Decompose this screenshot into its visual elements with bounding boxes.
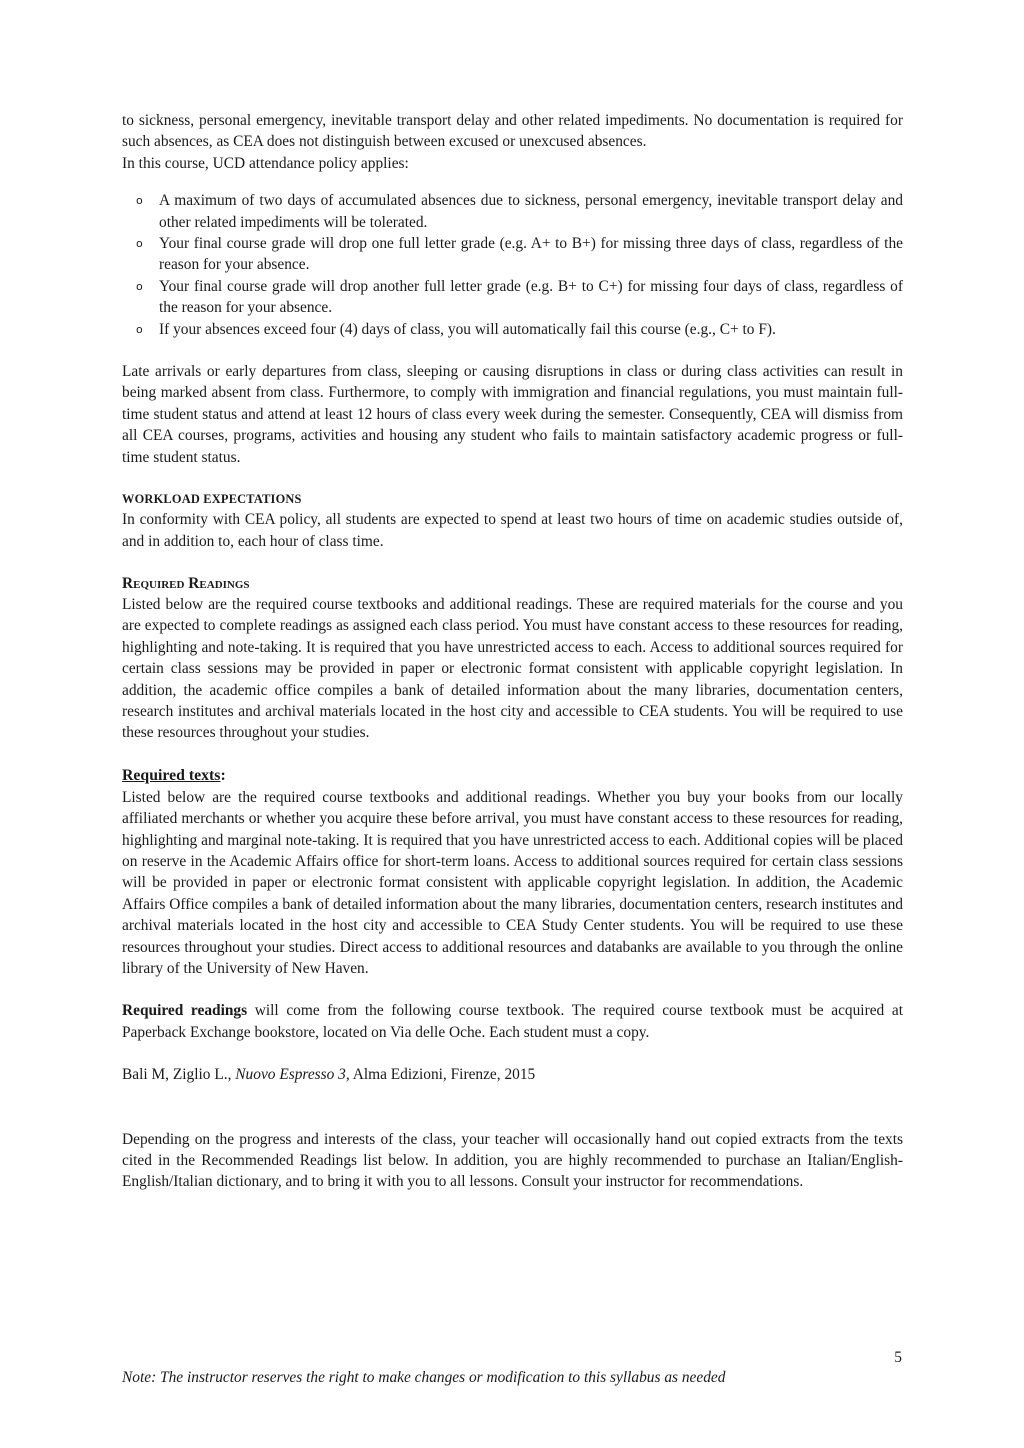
- required-readings-heading: Required Readings: [122, 574, 250, 592]
- list-item-text: If your absences exceed four (4) days of class, you will automatically fail this course (e.g., C+ to F).: [159, 320, 776, 338]
- bullet-marker: o: [136, 279, 143, 293]
- required-readings-note: [122, 1000, 903, 1043]
- list-item: [122, 233, 903, 276]
- page-content: [122, 110, 903, 1193]
- spacer: [122, 1086, 903, 1129]
- required-readings-paragraph: Listed below are the required course textbooks and additional readings. These are required materials for the course and you are expected to complete readings as assigned each class period. You must have constant access to these resources for reading, highlighting and note-taking. It is required that you have unrestricted access to each. Access to additional sources required for certain class sessions may be provided in paper or electronic format consistent with applicable copyright legislation. In addition, the academic office compiles a bank of detailed information about the many libraries, documentation centers, research institutes and archival materials located in the host city and accessible to CEA students. You will be required to use these resources throughout your studies.: [122, 595, 903, 742]
- textbook-citation: [122, 1064, 903, 1085]
- required-texts-heading: [122, 765, 903, 787]
- bullet-marker: o: [136, 237, 143, 251]
- bullet-marker: o: [136, 322, 143, 336]
- list-item: [122, 190, 903, 233]
- citation-title: Nuovo Espresso 3,: [235, 1066, 350, 1084]
- required-texts-paragraph: Listed below are the required course textbooks and additional readings. Whether you buy your books from our locally affiliated merchants or whether you acquire these before arrival, you must have constant access to these resources for reading, highlighting and marginal note-taking. It is required that you have unrestricted access to each. Additional copies will be placed on reserve in the Academic Affairs office for short-term loans. Access to additional sources required for certain class sessions will be provided in paper or electronic format consistent with applicable copyright legislation. In addition, the Academic Affairs Office compiles a bank of detailed information about the many libraries, documentation centers, research institutes and archival materials located in the host city and accessible to CEA Study Center students. You will be required to use these resources throughout your studies. Direct access to additional resources and databanks are available to you through the online library of the University of New Haven.: [122, 788, 903, 977]
- intro-paragraph: to sickness, personal emergency, inevitable transport delay and other related impediments. No documentation is required for such absences, as CEA does not distinguish between excused or unexcused absences.: [122, 112, 903, 151]
- footer-note: Note: The instructor reserves the right to make changes or modification to this syllabus as needed: [122, 1369, 726, 1386]
- page-number: 5: [894, 1349, 902, 1366]
- attendance-policy-intro: In this course, UCD attendance policy applies:: [122, 154, 409, 172]
- required-texts-heading-label: Required texts: [122, 766, 221, 784]
- list-item-text: A maximum of two days of accumulated absences due to sickness, personal emergency, inevitable transport delay and other related impediments will be tolerated.: [159, 192, 903, 231]
- required-readings-note-text: will come from the following course textbook. The required course textbook must be acquired at Paperback Exchange bookstore, located on Via delle Oche. Each student must a copy.: [122, 1002, 903, 1041]
- required-readings-note-bold: Required readings: [122, 1002, 248, 1020]
- bullet-marker: o: [136, 194, 143, 208]
- workload-paragraph: In conformity with CEA policy, all students are expected to spend at least two hours of time on academic studies outside of, and in addition to, each hour of class time.: [122, 511, 903, 550]
- list-item: [122, 276, 903, 319]
- attendance-rules-list: [122, 190, 903, 340]
- citation-authors: Bali M, Ziglio L.,: [122, 1066, 236, 1084]
- citation-publisher: Alma Edizioni, Firenze, 2015: [349, 1066, 536, 1084]
- workload-heading: WORKLOAD EXPECTATIONS: [122, 492, 302, 507]
- list-item-text: Your final course grade will drop another full letter grade (e.g. B+ to C+) for missing four days of class, regardless of the reason for your absence.: [159, 277, 903, 317]
- required-texts-heading-colon: :: [220, 766, 226, 784]
- late-arrivals-paragraph: Late arrivals or early departures from class, sleeping or causing disruptions in class or during class activities can result in being marked absent from class. Furthermore, to comply with immigration and financial regulations, you must maintain full-time student status and attend at least 12 hours of class every week during the semester. Consequently, CEA will dismiss from all CEA courses, programs, activities and housing any student who fails to maintain satisfactory academic progress or full-time student status.: [122, 363, 903, 466]
- list-item: [122, 319, 903, 340]
- depending-paragraph: Depending on the progress and interests of the class, your teacher will occasionally hand out copied extracts from the texts cited in the Recommended Readings list below. In addition, you are highly recommended to purchase an Italian/English-English/Italian dictionary, and to bring it with you to all lessons. Consult your instructor for recommendations.: [122, 1130, 903, 1191]
- list-item-text: Your final course grade will drop one full letter grade (e.g. A+ to B+) for missing three days of class, regardless of the reason for your absence.: [159, 235, 903, 274]
